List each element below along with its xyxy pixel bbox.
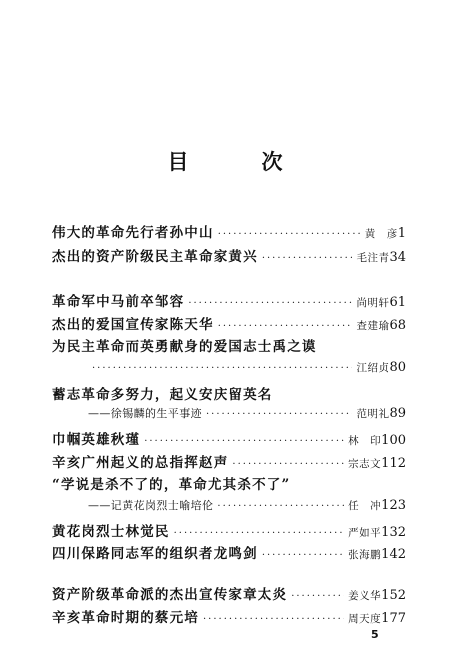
entry-author: 查建瑜 — [356, 320, 390, 332]
dot-leader — [174, 528, 345, 539]
entry-author: 周天度 — [348, 613, 382, 625]
toc-entry — [52, 606, 406, 626]
entry-title: 黄花岗烈士林觉民 — [52, 524, 170, 540]
entry-page: 123 — [381, 498, 406, 513]
page-number: 5 — [371, 628, 379, 641]
entry-page: 100 — [381, 433, 406, 448]
dot-leader — [218, 229, 361, 240]
entry-title: “学说是杀不了的，革命尤其杀不了” — [52, 477, 291, 493]
entry-author: 姜义华 — [348, 590, 382, 602]
entry-title: 巾帼英雄秋瑾 — [52, 432, 141, 448]
toc-entry-continuation — [52, 405, 406, 425]
toc-entry-continuation — [52, 360, 406, 380]
page-title: 目 次 — [167, 149, 309, 174]
entry-page: 142 — [381, 547, 406, 562]
entry-page: 132 — [381, 525, 406, 540]
entry-page: 89 — [389, 406, 406, 421]
dot-leader — [217, 501, 344, 512]
entry-subtitle: ——记黄花岗烈士喻培伦 — [88, 499, 214, 512]
entry-title: 蓄志革命多努力，起义安庆留英名 — [52, 387, 273, 403]
entry-subtitle: ——徐锡麟的生平事迹 — [88, 407, 202, 420]
dot-leader — [188, 298, 352, 309]
toc-entry — [52, 383, 406, 403]
entry-title: 杰出的资产阶级民主革命家黄兴 — [52, 249, 258, 265]
entry-title: 为民主革命而英勇献身的爱国志士禹之谟 — [52, 339, 317, 355]
toc-entry — [52, 451, 406, 471]
dot-leader — [218, 321, 353, 332]
dot-leader — [144, 436, 344, 447]
entry-page: 61 — [389, 295, 406, 310]
toc-entry — [52, 473, 406, 493]
entry-page: 34 — [389, 250, 406, 265]
entry-title: 辛亥革命时期的蔡元培 — [52, 610, 199, 626]
entry-page: 68 — [389, 318, 406, 333]
entry-author: 尚明轩 — [356, 297, 390, 309]
entry-page: 112 — [381, 456, 406, 471]
entry-author: 宗志文 — [348, 458, 382, 470]
dot-leader — [206, 409, 352, 420]
toc-entry — [52, 221, 406, 241]
entry-title: 资产阶级革命派的杰出宣传家章太炎 — [52, 587, 288, 603]
dot-leader — [262, 253, 353, 264]
dot-leader — [92, 363, 352, 374]
entry-title: 伟大的革命先行者孙中山 — [52, 225, 214, 241]
toc-entry — [52, 520, 406, 540]
toc-entry — [52, 335, 406, 355]
entry-author: 严如平 — [348, 527, 382, 539]
toc-entry — [52, 290, 406, 310]
toc-entry — [52, 245, 406, 265]
dot-leader — [291, 591, 344, 602]
entry-author: 张海鹏 — [348, 549, 382, 561]
entry-page: 177 — [381, 611, 406, 626]
toc-entry — [52, 583, 406, 603]
entry-page: 1 — [397, 226, 406, 241]
entry-author: 毛注青 — [356, 252, 390, 264]
entry-author: 江绍贞 — [356, 362, 390, 374]
toc-entry-continuation — [52, 497, 406, 517]
entry-title: 四川保路同志军的组织者龙鸣剑 — [52, 546, 258, 562]
entry-title: 辛亥广州起义的总指挥赵声 — [52, 455, 229, 471]
dot-leader — [232, 459, 344, 470]
toc-entry — [52, 428, 406, 448]
entry-author: 任 冲 — [348, 500, 382, 512]
toc-entry — [52, 542, 406, 562]
entry-page: 80 — [389, 360, 406, 375]
entry-author: 林 印 — [348, 435, 382, 447]
entry-title: 杰出的爱国宣传家陈天华 — [52, 317, 214, 333]
dot-leader — [203, 614, 344, 625]
entry-author: 范明礼 — [356, 408, 390, 420]
entry-title: 革命军中马前卒邹容 — [52, 294, 185, 310]
dot-leader — [262, 550, 344, 561]
entry-author: 黄 彦 — [364, 228, 398, 240]
toc-entry — [52, 313, 406, 333]
entry-page: 152 — [381, 588, 406, 603]
